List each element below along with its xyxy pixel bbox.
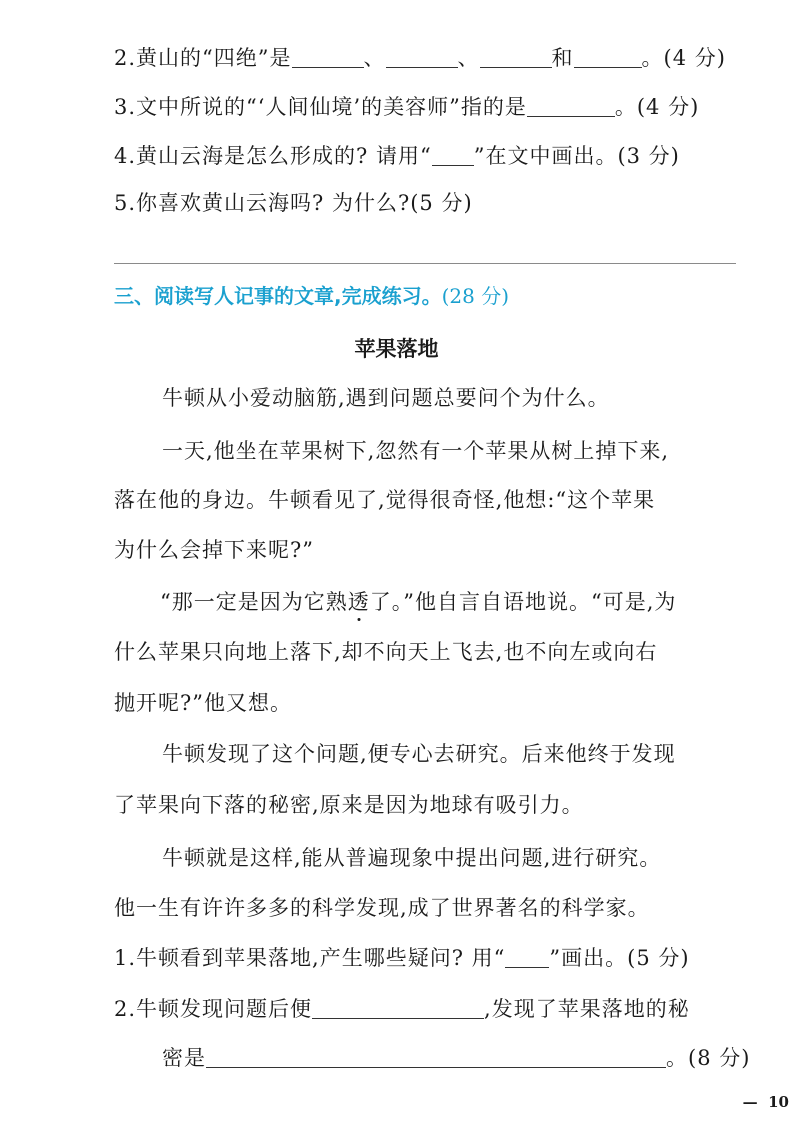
underline-sample: [505, 946, 549, 968]
article-paragraph-4-line-1: 牛顿发现了这个问题,便专心去研究。后来他终于发现: [162, 742, 676, 766]
article-paragraph-5-line-1: 牛顿就是这样,能从普遍现象中提出问题,进行研究。: [162, 846, 662, 870]
answer-blank[interactable]: [574, 46, 642, 68]
article-paragraph-3-line-3: 抛开呢?”他又想。: [114, 691, 292, 715]
question-3-beautician: 3.文中所说的“‘人间仙境’的美容师”指的是 。(4 分): [114, 95, 700, 119]
article-paragraph-2-line-3: 为什么会掉下来呢?”: [114, 538, 314, 562]
article-paragraph-3-line-1: “那一定是因为它熟透了。”他自言自语地说。“可是,为: [160, 590, 677, 614]
article-paragraph-5-line-2: 他一生有许许多多的科学发现,成了世界著名的科学家。: [114, 896, 650, 920]
underline-sample: [432, 144, 474, 166]
article-paragraph-2-line-2: 落在他的身边。牛顿看见了,觉得很奇怪,他想:“这个苹果: [114, 488, 656, 512]
section-3-heading: 三、阅读写人记事的文章,完成练习。(28 分): [114, 284, 510, 308]
answer-blank[interactable]: [527, 95, 615, 117]
question-2-newton-secret: 密是 。(8 分): [162, 1046, 751, 1070]
question-2-newton-research: 2.牛顿发现问题后便 ,发现了苹果落地的秘: [114, 997, 690, 1021]
section-divider: [114, 263, 736, 264]
article-title: 苹果落地: [354, 337, 439, 361]
question-2-four-wonders: 2.黄山的“四绝”是 、 、 和 。(4 分): [114, 46, 726, 70]
answer-blank[interactable]: [292, 46, 364, 68]
question-1-newton-doubts: 1.牛顿看到苹果落地,产生哪些疑问? 用“ ”画出。(5 分): [114, 946, 690, 970]
article-paragraph-4-line-2: 了苹果向下落的秘密,原来是因为地球有吸引力。: [114, 793, 584, 817]
answer-blank[interactable]: [312, 997, 484, 1019]
question-5-like-cloud-sea: 5.你喜欢黄山云海吗? 为什么?(5 分): [114, 191, 473, 215]
question-4-cloud-sea-formation: 4.黄山云海是怎么形成的? 请用“ ”在文中画出。(3 分): [114, 144, 680, 168]
answer-blank[interactable]: [206, 1046, 666, 1068]
article-paragraph-3-line-2: 什么苹果只向地上落下,却不向天上飞去,也不向左或向右: [114, 640, 658, 664]
page-number: — 10: [742, 1093, 789, 1111]
emphasis-dot-char: 透: [347, 590, 370, 614]
article-paragraph-1: 牛顿从小爱动脑筋,遇到问题总要问个为什么。: [162, 386, 610, 410]
answer-blank[interactable]: [386, 46, 458, 68]
article-paragraph-2-line-1: 一天,他坐在苹果树下,忽然有一个苹果从树上掉下来,: [162, 439, 670, 463]
answer-blank[interactable]: [480, 46, 552, 68]
